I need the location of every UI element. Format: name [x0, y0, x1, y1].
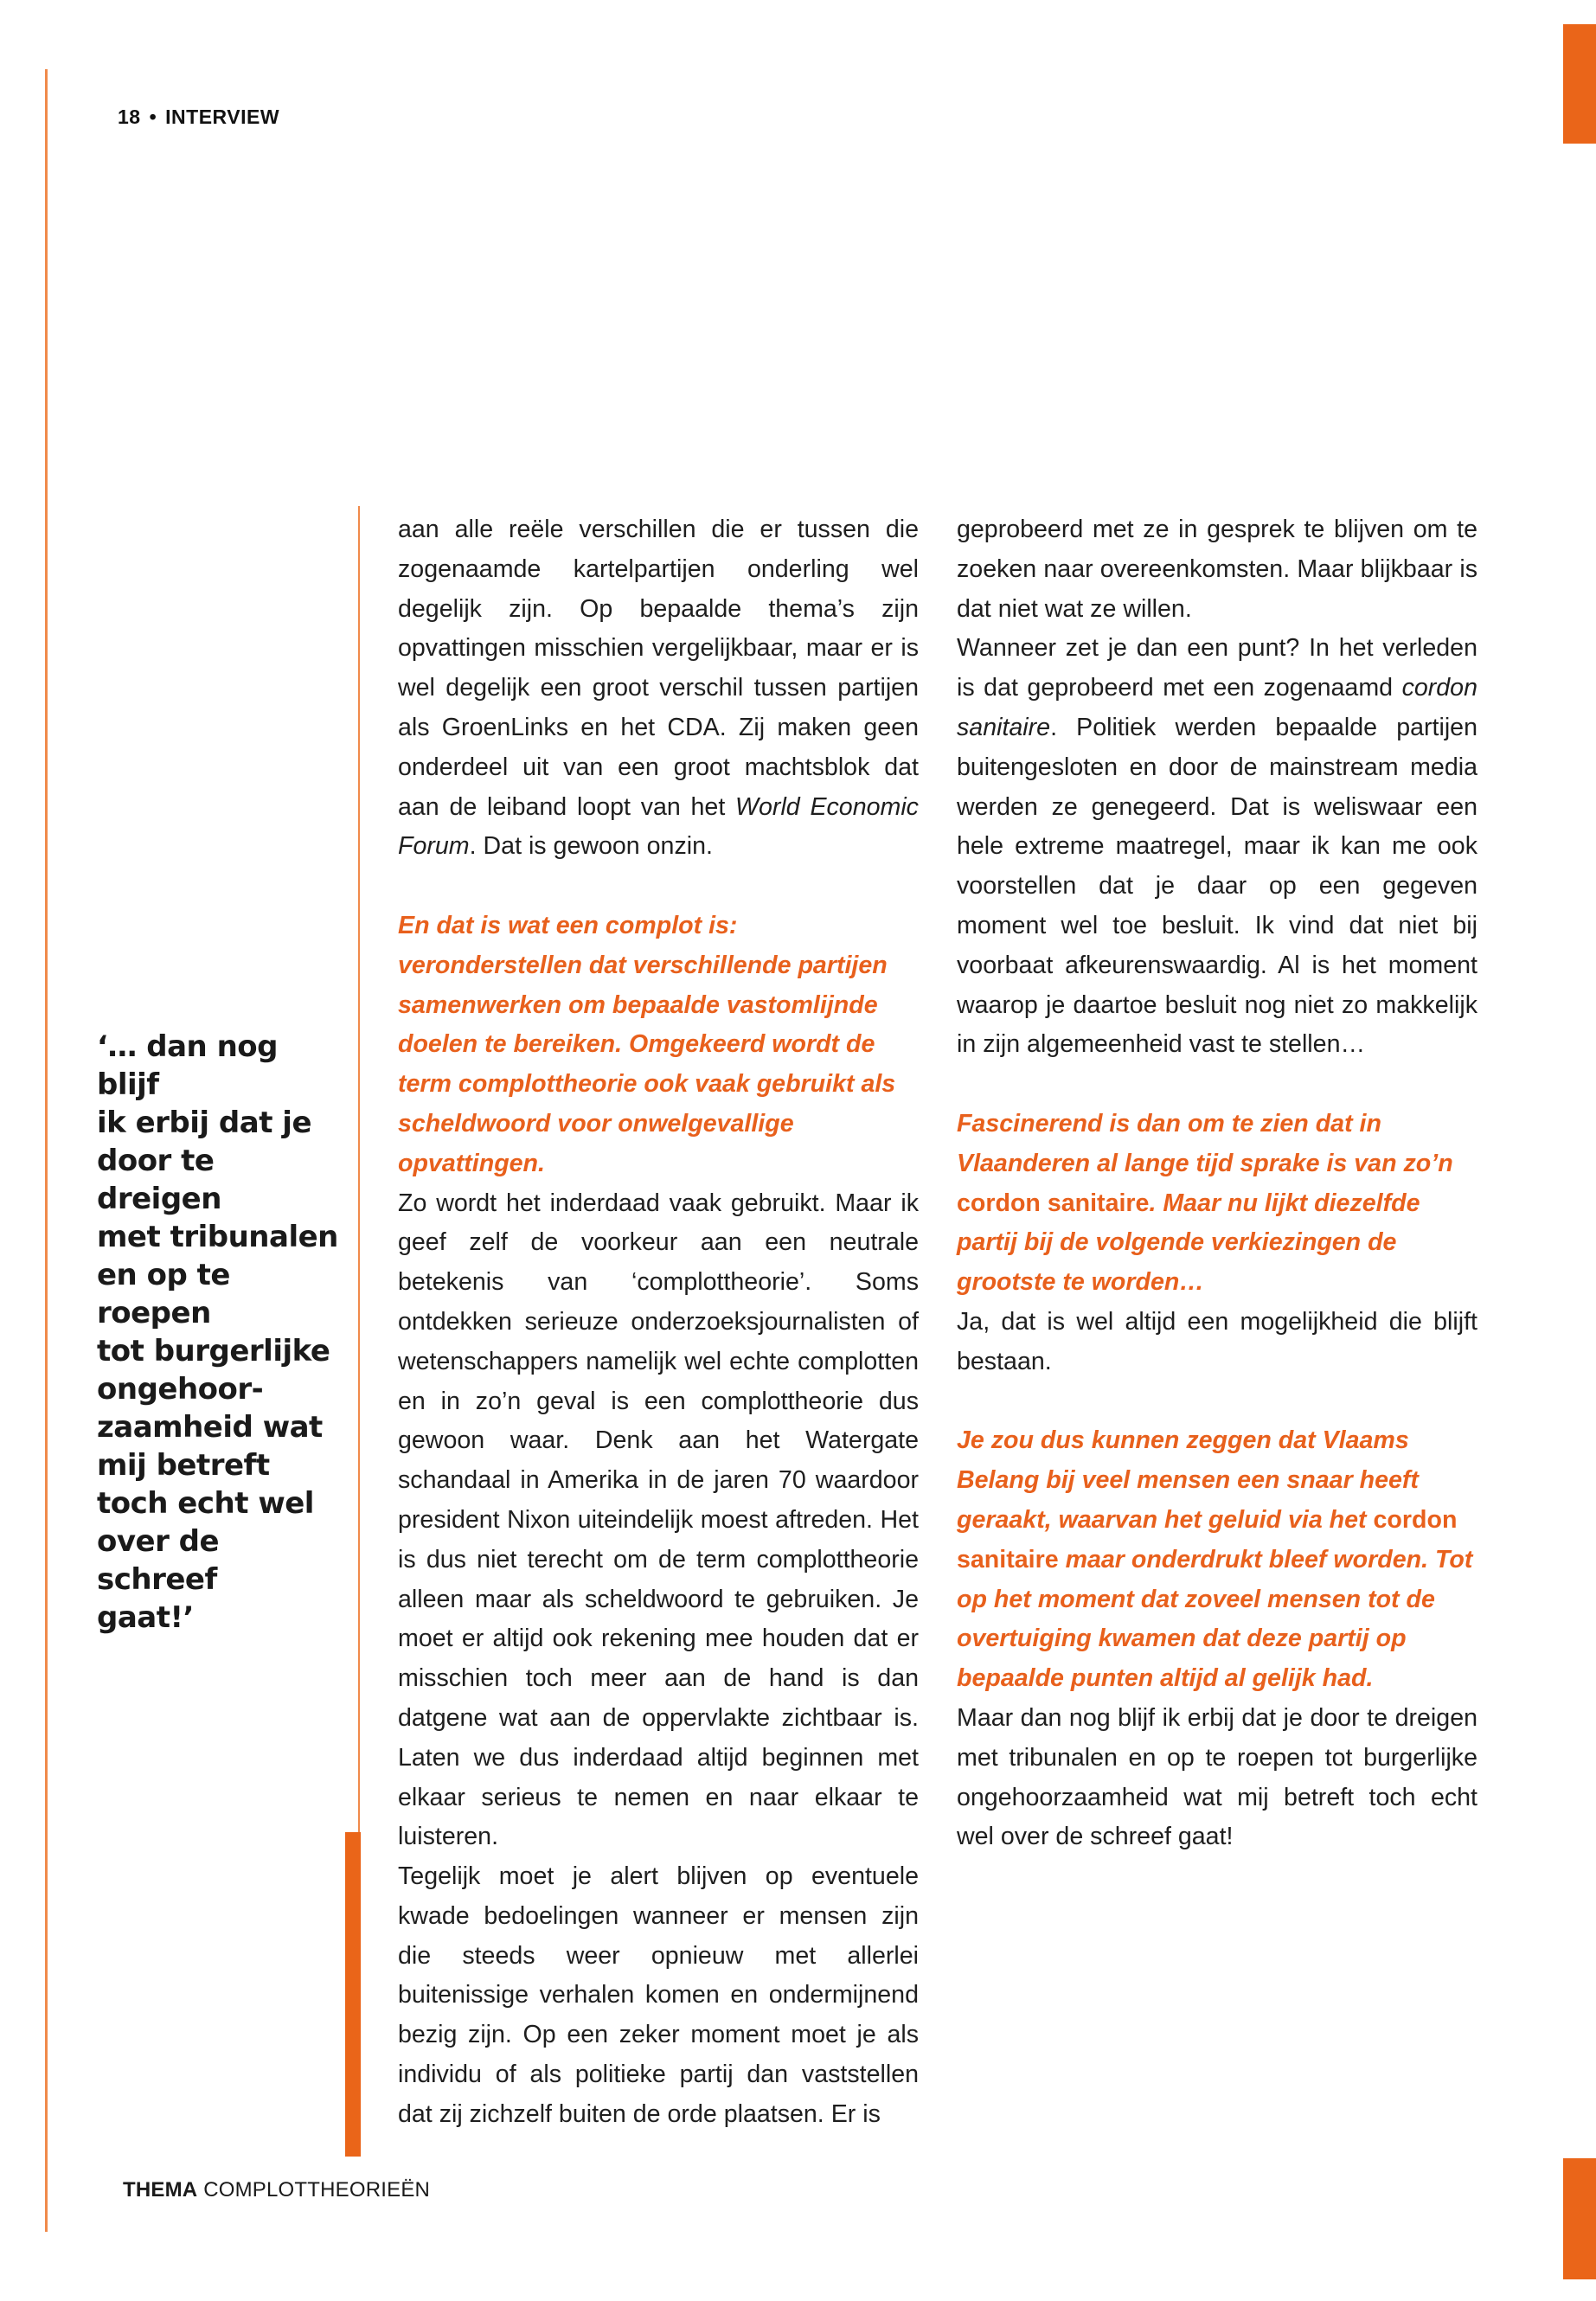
pull-quote [97, 1028, 343, 1637]
pull-quote-line: ongehoor- [97, 1372, 264, 1407]
body-paragraph [957, 629, 1477, 1065]
pull-quote-line: ik erbij dat je [97, 1106, 311, 1140]
body-text: . Dat is gewoon onzin. [469, 832, 713, 861]
body-paragraph: geprobeerd met ze in gesprek te blijven om te zoeken naar overeenkomsten. Maar blijkbaar is dat niet wat ze willen. [957, 516, 1477, 623]
body-paragraph: Ja, dat is wel altijd een mogelijkheid die blijft bestaan. [957, 1307, 1477, 1375]
pull-quote-line: met tribunalen [97, 1220, 338, 1254]
column-rule-accent [345, 1832, 361, 2157]
section-label: INTERVIEW [165, 106, 280, 128]
footer-title: COMPLOTTHEORIEËN [203, 2178, 431, 2202]
pull-quote-line: over de schreef [97, 1524, 220, 1597]
body-paragraph: Tegelijk moet je alert blijven op eventuele kwade bedoelingen wanneer er mensen zijn die steeds weer opnieuw met allerlei buitenissige verhalen komen en ondermijnend bezig zijn. Op een zeker moment moet je als individu of als politieke partij dan vaststellen dat zij zichzelf buiten de orde plaatsen. Er is [398, 1862, 919, 2128]
pull-quote-line: door te dreigen [97, 1144, 221, 1216]
question-text-upright: cordon sanitaire [957, 1505, 1458, 1574]
question-text: Fascinerend is dan om te zien dat in Vlaanderen al lange tijd sprake is van zo’n [957, 1109, 1453, 1177]
body-paragraph: Zo wordt het inderdaad vaak gebruikt. Maar ik geef zelf de voorkeur aan een neutrale betekenis van ‘complottheorie’. Soms ontdekken serieuze onderzoeksjournalisten of wetenschappers namelijk wel echte complotten en in zo’n geval is een complottheorie dus gewoon waar. Denk aan het Watergate schandaal in Amerika in de jaren 70 waardoor president Nixon uiteindelijk moest aftreden. Het is dus niet terecht om de term complottheorie alleen maar als scheldwoord te gebruiken. Je moet er altijd ook rekening mee houden dat er misschien toch meer aan de hand is dan datgene wat aan de oppervlakte zichtbaar is. Laten we dus inderdaad altijd beginnen met elkaar serieus te nemen en naar elkaar te luisteren. [398, 1189, 919, 1851]
header-separator: • [149, 106, 157, 128]
text-column-1 [398, 510, 919, 2135]
pull-quote-line: gaat!’ [97, 1600, 194, 1635]
orange-edge-tab-top [1563, 24, 1596, 144]
body-text-italic: World Economic Forum [398, 792, 919, 861]
left-margin-rule [45, 69, 48, 2232]
footer [123, 2178, 430, 2202]
question-text: . Maar nu lijkt diezelfde partij bij de volgende verkiezingen de grootste te worden… [957, 1189, 1420, 1297]
body-text: Wanneer zet je dan een punt? In het verleden is dat geprobeerd met een zogenaamd [957, 634, 1477, 702]
pull-quote-line: zaamheid wat [97, 1410, 323, 1445]
pull-quote-line: en op te roepen [97, 1258, 230, 1330]
body-paragraph: Maar dan nog blijf ik erbij dat je door te dreigen met tribunalen en op te roepen tot burgerlijke ongehoorzaamheid wat mij betreft toch echt wel over de schreef gaat! [957, 1703, 1477, 1851]
running-head [118, 106, 279, 129]
body-text: . Politiek werden bepaalde partijen buitengesloten en door de mainstream media werden ze genegeerd. Dat is weliswaar een hele extreme maatregel, maar ik kan me ook voorstellen dat je daar op een gegeven moment wel toe besluit. Ik vind dat niet bij voorbaat afkeurenswaardig. Al is het moment waarop je daartoe besluit nog niet zo makkelijk in zijn algemeenheid vast te stellen… [957, 713, 1477, 1059]
footer-brand: THEMA [123, 2178, 198, 2202]
question-text-upright: cordon sanitaire [957, 1189, 1150, 1217]
interview-question [957, 1105, 1477, 1303]
body-paragraph [398, 510, 919, 867]
interview-question: En dat is wat een complot is: veronderstellen dat verschillende partijen samenwerken om bepaalde vastomlijnde doelen te bereiken. Omgekeerd wordt de term complottheorie ook vaak gebruikt als scheldwoord voor onwelgevallige opvattingen. [398, 911, 896, 1177]
interview-question [957, 1421, 1477, 1699]
pull-quote-line: toch echt wel [97, 1486, 314, 1521]
page-number: 18 [118, 106, 141, 128]
question-text: maar onderdrukt bleef worden. Tot op het moment dat zoveel mensen tot de overtuiging kwamen dat deze partij op bepaalde punten altijd al gelijk had. [957, 1545, 1473, 1693]
pull-quote-line: mij betreft [97, 1448, 270, 1483]
body-text-italic: cordon sanitaire [957, 674, 1477, 741]
text-column-2 [957, 510, 1477, 1857]
body-text: aan alle reële verschillen die er tussen die zogenaamde kartelpartijen onderling wel degelijk zijn. Op bepaalde thema’s zijn opvattingen misschien vergelijkbaar, maar er is wel degelijk een groot verschil tussen partijen als GroenLinks en het CDA. Zij maken geen onderdeel uit van een groot machtsblok dat aan de leiband loopt van het [398, 516, 919, 821]
pull-quote-line: ‘… dan nog blijf [97, 1029, 278, 1102]
pull-quote-line: tot burgerlijke [97, 1334, 330, 1368]
question-text: Je zou dus kunnen zeggen dat Vlaams Belang bij veel mensen een snaar heeft geraakt, waarvan het geluid via het [957, 1426, 1419, 1534]
orange-edge-tab-bottom [1563, 2158, 1596, 2279]
